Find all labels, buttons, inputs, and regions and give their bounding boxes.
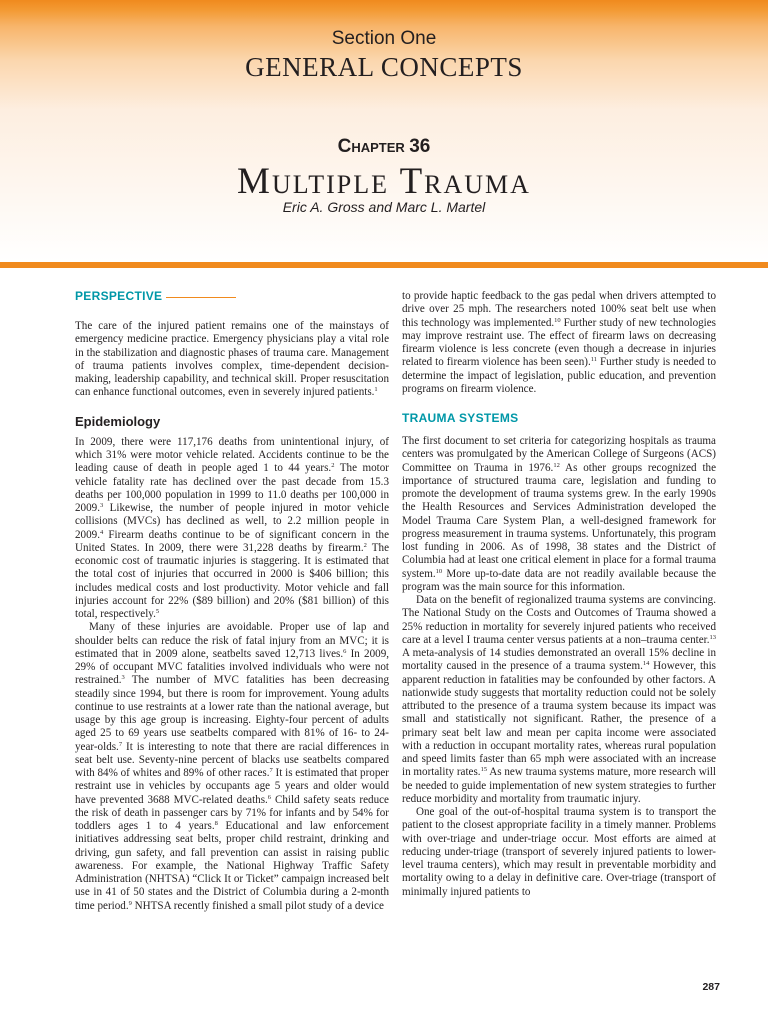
reference-mark[interactable]: 2 [331,462,335,470]
heading-rule [166,297,236,298]
reference-mark[interactable]: 8 [214,820,218,827]
trauma-paragraph-1: The first document to set criteria for categorizing hospitals as trauma centers was promulgated by the American College of Surgeons (ACS) Committee on Trauma in 1976.12 As other groups recognized the importance of structured trauma care, legislation and funding to promote the development of trauma systems grew. In the early 1990s the Health Resources and Services Administration developed the Model Trauma Care System Plan, a well-designed framework for progress measurement in trauma systems. Unfortunately, this program lost funding in 2006. As of 1998, 38 states and the District of Columbia had at least one critical element in place for a formal trauma system.$^{10}$ More up-to-date data are not readily available because the program was the main source for this information. [402,435,717,593]
epidemiology-paragraph-2: Many of these injuries are avoidable. Proper use of lap and shoulder belts can reduce the risk of fatal injury from an MVC; it is estimated that in 2009 alone, seatbelts saved 12,713 lives.$^6$ In 2009, 29% of occupant MVC fatalities involved individuals who were not restrained.$^3$ The number of MVC fatalities has been decreasing steadily since 1994, but there is room for improvement. Young adults continue to use restraints at a lower rate than the national average, but usage by this age group is increasing. Eighty-four percent of adults aged 25 to 69 years use seatbelts compared with 81% of 16- to 24-year-olds.$^7$ It is interesting to note that there are racial differences in seat belt use. Seventy-nine percent of blacks use seatbelts compared with 84% of whites and 89% of other races.$^7$ It is estimated that proper restraint use in vehicles by occupants age 5 years and older would have prevented 3688 MVC-related deaths.$^6$ Child safety seats reduce the risk of death in passenger cars by 71% for infants and by 54% for toddlers ages 1 to 4 years.$^8$ Educational and law enforcement initiatives addressing seat belts, proper child restraint, drinking and driving, gun safety, and fall prevention can assist in raising public awareness. For example, the National Highway Traffic Safety Administration (NHTSA) “Click It or Ticket” campaign increased belt use in 41 of 50 states and the District of Columbia during a 2-month time period.$^9$ NHTSA recently finished a small pilot study of a device [75,621,390,912]
page-number: 287 [702,981,720,993]
epidemiology-heading: Epidemiology [75,413,161,429]
trauma-paragraph-2: Data on the benefit of regionalized trauma systems are convincing. The National Study on the Costs and Outcomes of Trauma showed a 25% reduction in mortality for severely injured patients who received care at a level I trauma center versus patients at a non–trauma center.$^{13}$ A meta-analysis of 14 studies demonstrated an overall 15% decline in mortality caused in the presence of a trauma system.$^{14}$ However, this apparent reduction in fatalities may be confounded by other factors. A nationwide study suggests that mortality reduction could not be solely attributed to the presence of a trauma system because its impact was small and statistically not significant. Rather, the presence of a primary seat belt law and mean per capita income were associated with a reduction in occupant mortality rates, whereas rural population and speed limits faster than 65 mph were associated with an increase in mortality rates.$^{15}$ As new trauma systems mature, more research will be needed to guide implementation of new system strategies to further reduce morbidity and mortality from traumatic injury. [402,594,716,805]
reference-mark[interactable]: 10 [554,316,561,324]
authors: Eric A. Gross and Marc L. Martel [282,199,486,215]
perspective-heading [75,290,389,304]
perspective-paragraph: The care of the injured patient remains one of the mainstays of emergency medicine practice. Emergency physicians play a vital role in the stabilization and diagnostic phases of trauma care. Management of trauma patients involves complex, time-dependent decision-making, leadership capability, and technical skill. Proper resuscitation can enhance functional outcomes, even in severely injured patients.$^1$ [75,320,389,399]
continued-paragraph: to provide haptic feedback to the gas pedal when drivers attempted to drive over 25 mph. The researchers noted 100% seat belt use when this technology was implemented.$^{10}$ Further study of new technologies may improve restraint use. The effect of firearm laws on decreasing firearm violence is less concrete (even though a decrease in injuries related to firearm violence has been seen).$^{11}$ Further study is needed to determine the impact of legislation, public education, and prevention programs on firearm violence. [402,290,716,395]
reference-mark[interactable]: 7 [269,767,273,774]
reference-mark[interactable]: 3 [121,674,125,682]
reference-mark[interactable]: 5 [155,608,160,615]
reference-mark[interactable]: 3 [99,502,104,509]
reference-mark[interactable]: 10 [435,567,443,575]
reference-mark[interactable]: 12 [553,461,560,469]
reference-mark[interactable]: 2 [363,541,367,549]
chapter-label [0,136,768,158]
reference-mark[interactable]: 11 [590,356,598,364]
left-column [75,290,389,913]
reference-mark[interactable]: 7 [118,740,123,748]
reference-mark[interactable]: 1 [374,386,378,394]
section-title: GENERAL CONCEPTS [245,52,523,82]
trauma-systems-heading [402,412,716,426]
header-divider [0,262,768,268]
reference-mark[interactable]: 15 [480,766,488,774]
chapter-word: Chapter [337,136,405,157]
chapter-number: 36 [409,136,431,157]
reference-mark[interactable]: 14 [642,660,650,668]
chapter-title: Multiple Trauma [237,161,531,202]
right-column [402,290,716,899]
reference-mark[interactable]: 13 [709,633,716,641]
epidemiology-paragraph-1: In 2009, there were 117,176 deaths from unintentional injury, of which 31% were motor vehicle related. Accidents continue to be the leading cause of death in people aged 1 to 44 years.$^2$ The motor vehicle fatality rate has declined over the past decade from 15.3 deaths per 100,000 population in 1999 to 11.0 deaths per 100,000 in 2009.$^3$ Likewise, the number of people injured in motor vehicle collisions (MVCs) has declined as well, to 2.2 million people in 2009.$^4$ Firearm deaths continue to be of significant concern in the United States. In 2009, there were 31,228 deaths by firearm.$^2$ The economic cost of traumatic injuries is staggering. It is estimated that the total cost of injuries that occurred in 2000 is $406 billion; this includes medical costs and lost productivity. Motor vehicle and fall injuries account for 22% ($89 billion) and 20% ($81 billion) of this total, respectively.$^5$ [75,435,389,620]
reference-mark[interactable]: 6 [267,793,272,801]
section-label: Section One [331,28,437,49]
trauma-paragraph-3: One goal of the out-of-hospital trauma system is to transport the patient to the closest appropriate facility in a timely manner. Problems with over-triage and under-triage occur. Most efforts are aimed at reducing under-triage (transport of severely injured patients to lower-level trauma centers), which may result in preventable morbidity and mortality owing to a delay in definitive care. Over-triage (transport of minimally injured patients to [402,806,716,898]
reference-mark[interactable]: 4 [99,528,104,536]
trauma-systems-heading-text: TRAUMA SYSTEMS [402,411,519,426]
perspective-heading-text: PERSPECTIVE [75,289,163,304]
reference-mark[interactable]: 6 [343,647,347,655]
reference-mark[interactable]: 9 [128,899,132,907]
